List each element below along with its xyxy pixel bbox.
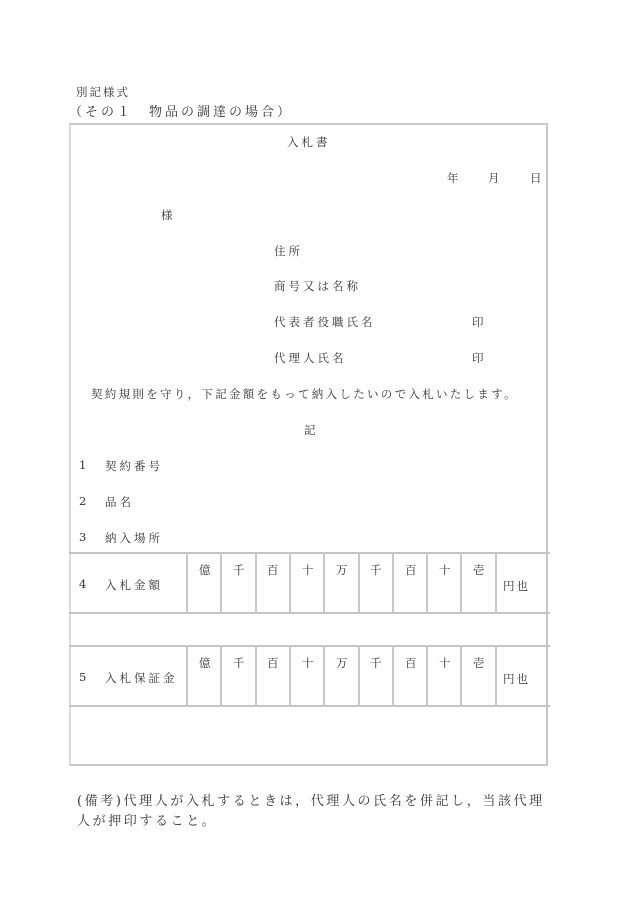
divider [186, 645, 188, 707]
digit-unit-oku: 億 [199, 563, 211, 577]
digit-unit-hyaku: 百 [405, 656, 417, 670]
digit-unit-oku: 億 [199, 656, 211, 670]
date-day-label: 日 [530, 171, 542, 185]
divider [426, 645, 428, 707]
divider [186, 552, 188, 614]
digit-unit-man: 万 [336, 563, 348, 577]
divider [69, 705, 550, 707]
date-year-label: 年 [447, 171, 459, 185]
divider [220, 552, 222, 614]
representative-seal-mark: 印 [472, 315, 484, 329]
divider [220, 645, 222, 707]
address-label: 住所 [274, 244, 303, 258]
date-month-label: 月 [488, 171, 500, 185]
divider [358, 552, 360, 614]
footnote-line-2: 人が押印すること。 [77, 814, 218, 829]
digit-unit-sen: 千 [233, 563, 245, 577]
form-label: 別記様式 [76, 85, 130, 99]
yen-suffix: 円也 [503, 579, 530, 593]
digit-unit-sen: 千 [370, 656, 382, 670]
delivery-location-label: 納入場所 [105, 531, 163, 545]
divider [392, 552, 394, 614]
item-number: 1 [79, 458, 87, 472]
contract-number-label: 契約番号 [105, 459, 163, 473]
divider [255, 552, 257, 614]
form-title: 入札書 [287, 135, 331, 149]
yen-suffix: 円也 [503, 672, 530, 686]
divider [69, 645, 550, 647]
divider [392, 645, 394, 707]
digit-unit-juu: 十 [439, 563, 451, 577]
bid-deposit-label: 入札保証金 [105, 671, 178, 685]
divider [323, 645, 325, 707]
agent-seal-mark: 印 [472, 351, 484, 365]
digit-unit-hyaku: 百 [267, 563, 279, 577]
divider [69, 612, 550, 614]
digit-unit-ichi: 壱 [473, 656, 485, 670]
digit-unit-juu: 十 [302, 563, 314, 577]
divider [460, 552, 462, 614]
addressee-suffix: 様 [161, 208, 173, 222]
divider [460, 645, 462, 707]
agent-name-label: 代理人氏名 [274, 351, 347, 365]
digit-unit-sen: 千 [233, 656, 245, 670]
digit-unit-ichi: 壱 [473, 563, 485, 577]
digit-unit-sen: 千 [370, 563, 382, 577]
divider [289, 645, 291, 707]
item-number: 2 [79, 494, 87, 508]
digit-unit-hyaku: 百 [405, 563, 417, 577]
divider [495, 645, 497, 707]
divider [69, 552, 550, 554]
digit-unit-man: 万 [336, 656, 348, 670]
digit-unit-hyaku: 百 [267, 656, 279, 670]
footnote-line-1: (備考)代理人が入札するときは，代理人の氏名を併記し，当該代理 [77, 794, 545, 809]
divider [255, 645, 257, 707]
item-number: 4 [79, 577, 87, 591]
form-subtitle: （その１ 物品の調達の場合） [69, 105, 294, 120]
item-number: 3 [79, 530, 87, 544]
divider [323, 552, 325, 614]
divider [358, 645, 360, 707]
bid-amount-label: 入札金額 [105, 578, 163, 592]
company-name-label: 商号又は名称 [274, 279, 361, 293]
digit-unit-juu: 十 [302, 656, 314, 670]
divider [426, 552, 428, 614]
declaration-text: 契約規則を守り，下記金額をもって納入したいので入札いたします。 [91, 387, 518, 401]
digit-unit-juu: 十 [439, 656, 451, 670]
item-number: 5 [79, 670, 87, 684]
product-name-label: 品名 [105, 495, 134, 509]
divider [495, 552, 497, 614]
divider [289, 552, 291, 614]
ki-heading: 記 [304, 423, 316, 437]
representative-name-label: 代表者役職氏名 [274, 315, 376, 329]
